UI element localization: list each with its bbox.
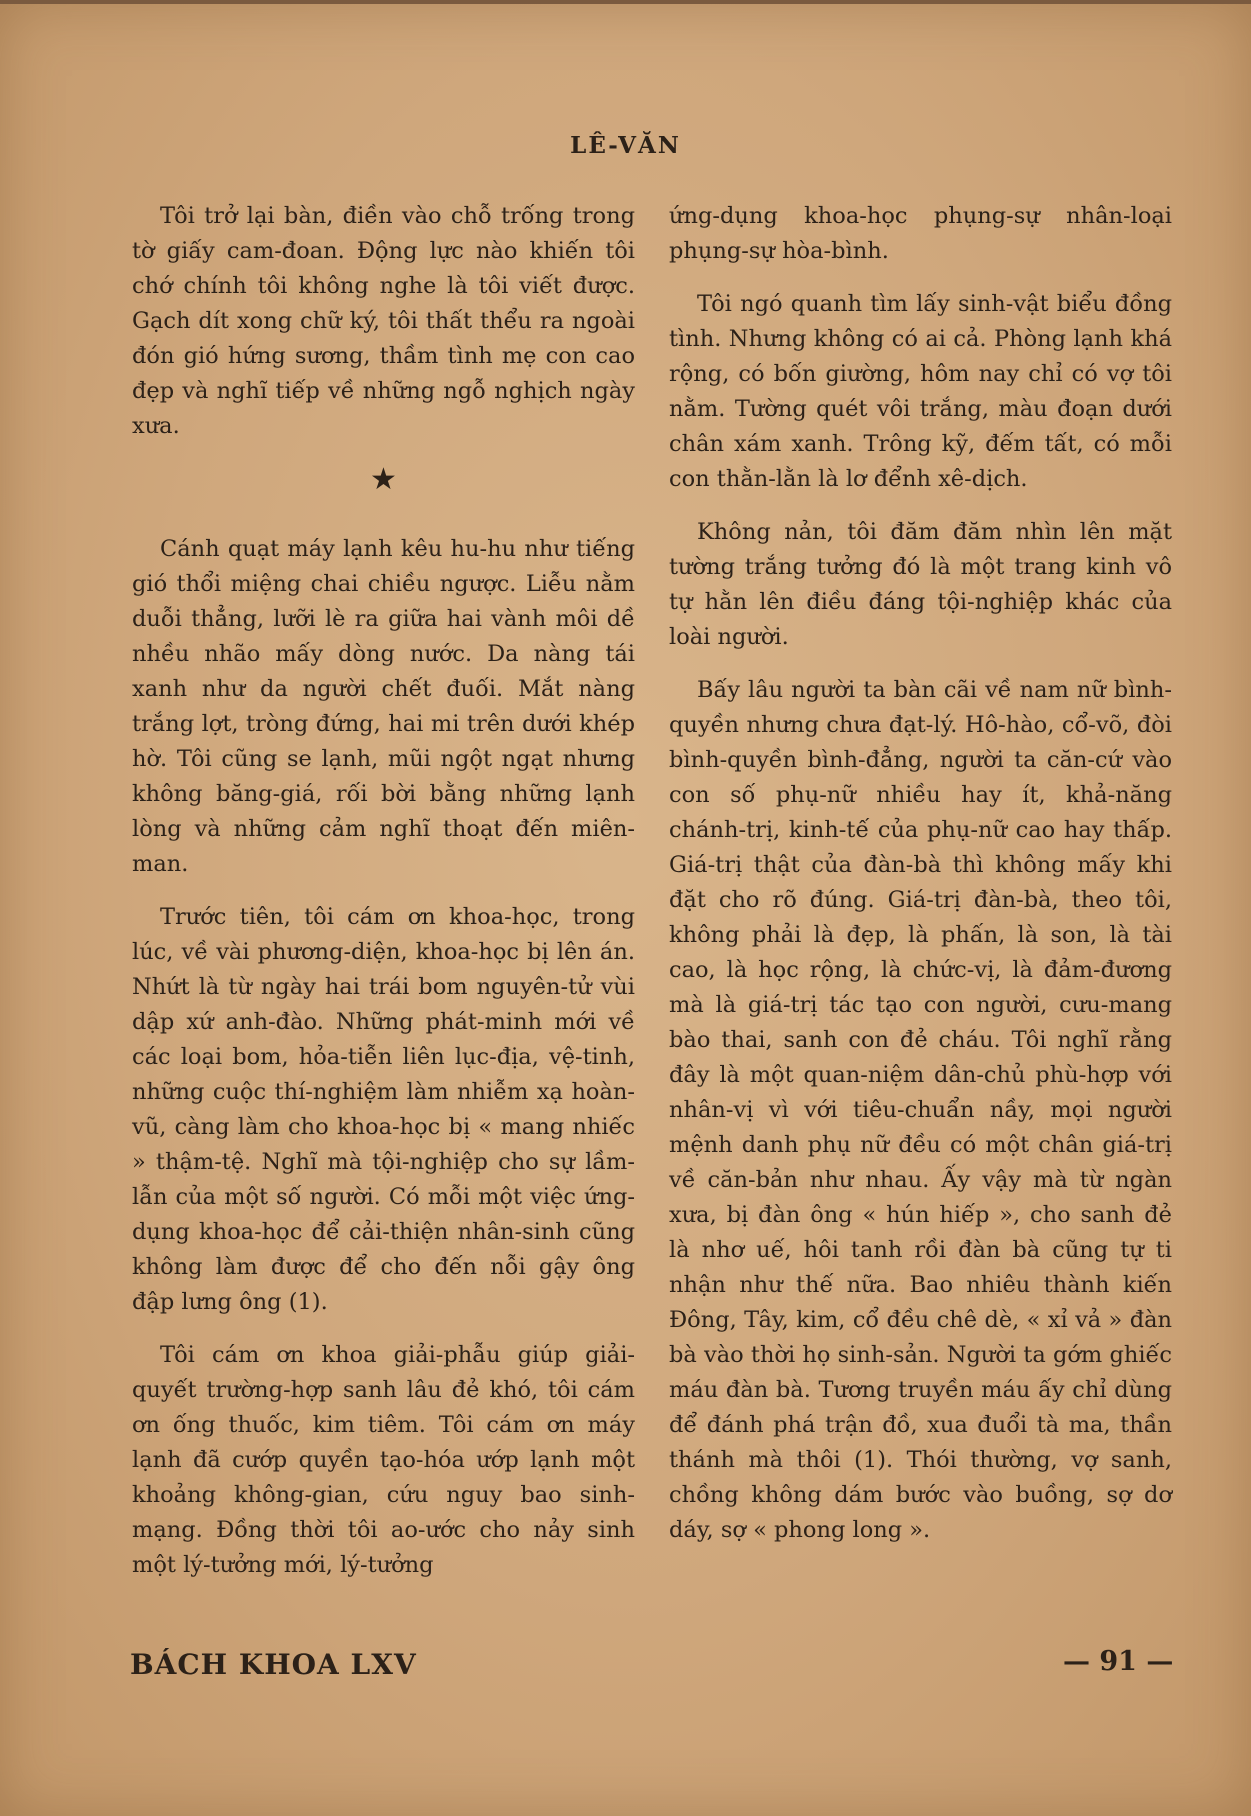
- right-paragraph-1: ứng-dụng khoa-học phụng-sự nhân-loại phụng-sự hòa-bình.: [669, 203, 1172, 264]
- left-paragraph-2: Cánh quạt máy lạnh kêu hu-hu như tiếng gió thổi miệng chai chiều ngược. Liễu nằm duỗi thẳng, lưỡi lè ra giữa hai vành môi dề nhều nhão mấy dòng nước. Da nàng tái xanh như da người chết đuối. Mắt nàng trắng lợt, tròng đứng, hai mi trên dưới khép hờ. Tôi cũng se lạnh, mũi ngột ngạt nhưng không băng-giá, rối bời bằng những lạnh lòng và những cảm nghĩ thoạt đến miên-man.: [132, 536, 635, 877]
- magazine-footer: BÁCH KHOA LXV: [130, 1648, 417, 1681]
- right-column: [669, 199, 1172, 1566]
- page-number: — 91 —: [1063, 1646, 1174, 1677]
- left-column: [132, 199, 635, 1601]
- section-star-ornament: ★: [370, 462, 397, 497]
- right-paragraph-3: Không nản, tôi đăm đăm nhìn lên mặt tường trắng tưởng đó là một trang kinh vô tự hằn lên điều đáng tội-nghiệp khác của loài người.: [669, 519, 1172, 650]
- running-head: LÊ-VĂN: [570, 132, 681, 159]
- right-paragraph-2: Tôi ngó quanh tìm lấy sinh-vật biểu đồng tình. Nhưng không có ai cả. Phòng lạnh khá rộng, có bốn giường, hôm nay chỉ có vợ tôi nằm. Tường quét vôi trắng, màu đoạn dưới chân xám xanh. Trông kỹ, đếm tất, có mỗi con thằn-lằn là lơ đểnh xê-dịch.: [669, 291, 1172, 492]
- left-paragraph-1: Tôi trở lại bàn, điền vào chỗ trống trong tờ giấy cam-đoan. Động lực nào khiến tôi chớ chính tôi không nghe là tôi viết được. Gạch dít xong chữ ký, tôi thất thểu ra ngoài đón gió hứng sương, thầm tình mẹ con cao đẹp và nghĩ tiếp về những ngỗ nghịch ngày xưa.: [132, 203, 635, 439]
- left-paragraph-4: Tôi cám ơn khoa giải-phẫu giúp giải-quyết trường-hợp sanh lâu đẻ khó, tôi cám ơn ống thuốc, kim tiêm. Tôi cám ơn máy lạnh đã cướp quyền tạo-hóa ướp lạnh một khoảng không-gian, cứu nguy bao sinh-mạng. Đồng thời tôi ao-ước cho nảy sinh một lý-tưởng mới, lý-tưởng: [132, 1342, 635, 1578]
- right-paragraph-4: Bấy lâu người ta bàn cãi về nam nữ bình-quyền nhưng chưa đạt-lý. Hô-hào, cổ-võ, đòi bình-quyền bình-đẳng, người ta căn-cứ vào con số phụ-nữ nhiều hay ít, khả-năng chánh-trị, kinh-tế của phụ-nữ cao hay thấp. Giá-trị thật của đàn-bà thì không mấy khi đặt cho rõ đúng. Giá-trị đàn-bà, theo tôi, không phải là đẹp, là phấn, là son, là tài cao, là học rộng, là chức-vị, là đảm-đương mà là giá-trị tác tạo con người, cưu-mang bào thai, sanh con đẻ cháu. Tôi nghĩ rằng đây là một quan-niệm dân-chủ phù-hợp với nhân-vị vì với tiêu-chuẩn nầy, mọi người mệnh danh phụ nữ đều có một chân giá-trị về căn-bản như nhau. Ấy vậy mà từ ngàn xưa, bị đàn ông « hún hiếp », cho sanh đẻ là nhơ uế, hôi tanh rồi đàn bà cũng tự ti nhận như thế nữa. Bao nhiêu thành kiến Đông, Tây, kim, cổ đều chê dè, « xỉ vả » đàn bà vào thời họ sinh-sản. Người ta gớm ghiếc máu đàn bà. Tương truyền máu ấy chỉ dùng để đánh phá trận đồ, xua đuổi tà ma, thần thánh mà thôi (1). Thói thường, vợ sanh, chồng không dám bước vào buồng, sợ dơ dáy, sợ « phong long ».: [669, 677, 1172, 1543]
- left-paragraph-3: Trước tiên, tôi cám ơn khoa-học, trong lúc, về vài phương-diện, khoa-học bị lên án. Nhứt là từ ngày hai trái bom nguyên-tử vùi dập xứ anh-đào. Những phát-minh mới về các loại bom, hỏa-tiễn liên lục-địa, vệ-tinh, những cuộc thí-nghiệm làm nhiễm xạ hoàn-vũ, càng làm cho khoa-học bị « mang nhiếc » thậm-tệ. Nghĩ mà tội-nghiệp cho sự lầm-lẫn của một số người. Có mỗi một việc ứng-dụng khoa-học để cải-thiện nhân-sinh cũng không làm được để cho đến nỗi gậy ông đập lưng ông (1).: [132, 904, 635, 1315]
